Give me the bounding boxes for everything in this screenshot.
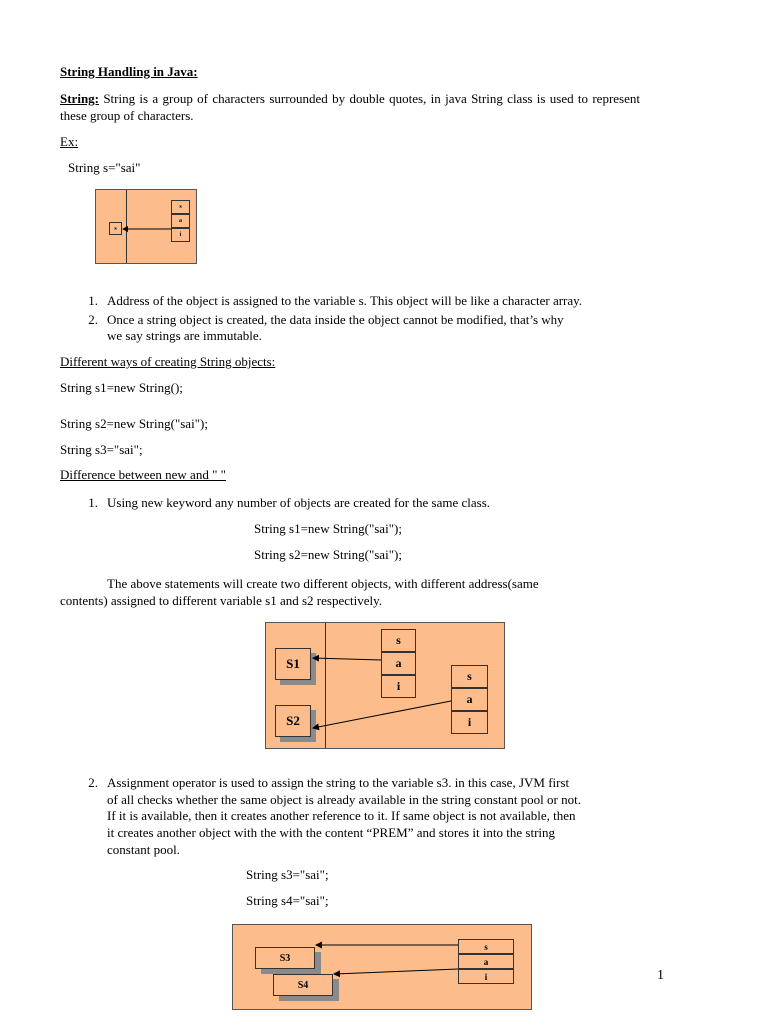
list-item-text: Address of the object is assigned to the variable s. This object will be like a character array. bbox=[107, 293, 583, 308]
char-cell: a bbox=[451, 688, 488, 711]
reference-arrow bbox=[96, 190, 196, 263]
code-line: String s4="sai"; bbox=[246, 893, 329, 908]
explanation-text: contents) assigned to different variable s1 and s2 respectively. bbox=[60, 593, 383, 608]
char-cell: a bbox=[458, 954, 514, 969]
char-cell: s bbox=[381, 629, 416, 652]
char-cell: s bbox=[451, 665, 488, 688]
intro-text: String is a group of characters surrounded by double quotes, in java String class is used to represent these group of characters. bbox=[60, 91, 640, 123]
explanation-text: The above statements will create two different objects, with different address(same bbox=[107, 576, 539, 591]
page-number: 1 bbox=[657, 968, 664, 983]
list-item-text: it creates another object with the with the content “PREM” and stores it into the string bbox=[107, 825, 556, 840]
list-item-text: constant pool. bbox=[107, 842, 180, 857]
char-cell: s bbox=[171, 200, 190, 214]
example-code: String s="sai" bbox=[68, 160, 141, 175]
char-cell: a bbox=[381, 652, 416, 675]
page-title: String Handling in Java: bbox=[60, 64, 198, 79]
variable-box-s2: S2 bbox=[275, 705, 311, 737]
reference-arrows bbox=[266, 623, 504, 748]
list-item-text: Assignment operator is used to assign the string to the variable s3. in this case, JVM first bbox=[107, 775, 570, 790]
string-memory-diagram-2 bbox=[265, 622, 505, 749]
list-item-text: Once a string object is created, the data inside the object cannot be modified, that’s why bbox=[107, 312, 564, 327]
string-pool-diagram bbox=[232, 924, 532, 1010]
char-cell: i bbox=[451, 711, 488, 734]
reference-arrows bbox=[233, 925, 531, 1009]
list-item-text: If it is available, then it creates another reference to it. If same object is not available, then bbox=[107, 808, 576, 823]
char-cell: i bbox=[171, 228, 190, 242]
example-label: Ex: bbox=[60, 134, 79, 149]
list-item-number: 1. bbox=[88, 293, 98, 308]
char-cell: i bbox=[458, 969, 514, 984]
section-heading-ways: Different ways of creating String objects: bbox=[60, 354, 276, 369]
variable-box-s1: S1 bbox=[275, 648, 311, 680]
code-line: String s3="sai"; bbox=[246, 867, 329, 882]
list-item-text: we say strings are immutable. bbox=[107, 328, 262, 343]
intro-paragraph bbox=[60, 90, 640, 124]
list-item-number: 2. bbox=[88, 312, 98, 327]
string-memory-diagram-1 bbox=[95, 189, 197, 264]
code-line: String s2=new String("sai"); bbox=[254, 547, 402, 562]
variable-box-s4: S4 bbox=[273, 974, 333, 996]
char-cell: i bbox=[381, 675, 416, 698]
code-line: String s1=new String("sai"); bbox=[254, 521, 402, 536]
code-line: String s1=new String(); bbox=[60, 380, 183, 395]
variable-box-s: s bbox=[109, 222, 122, 235]
code-line: String s2=new String("sai"); bbox=[60, 416, 208, 431]
variable-box-s3: S3 bbox=[255, 947, 315, 969]
section-heading-difference: Difference between new and " " bbox=[60, 467, 226, 482]
char-cell: a bbox=[171, 214, 190, 228]
intro-label: String: bbox=[60, 91, 99, 106]
list-item-number: 2. bbox=[88, 775, 98, 790]
list-item-text: Using new keyword any number of objects are created for the same class. bbox=[107, 495, 490, 510]
code-line: String s3="sai"; bbox=[60, 442, 143, 457]
char-cell: s bbox=[458, 939, 514, 954]
list-item-text: of all checks whether the same object is already available in the string constant pool or not. bbox=[107, 792, 581, 807]
list-item-number: 1. bbox=[88, 495, 98, 510]
